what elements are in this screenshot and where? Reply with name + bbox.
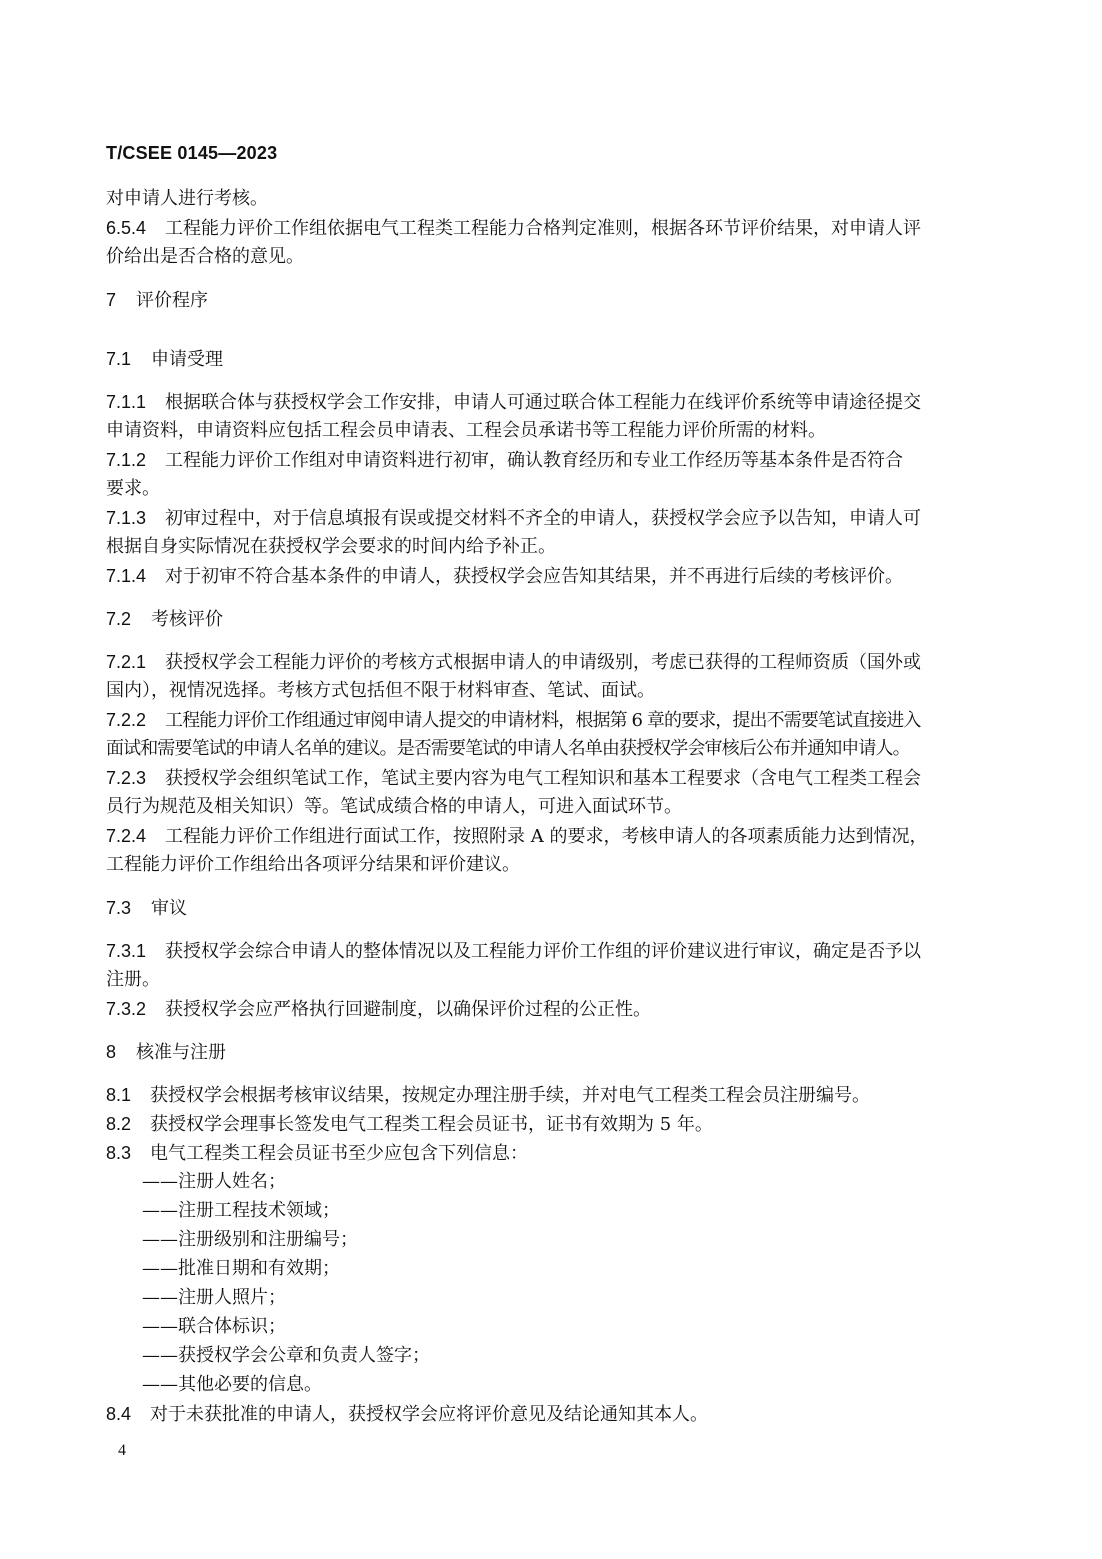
section-title: 考核评价 <box>151 609 223 630</box>
line-text: 申请资料，申请资料应包括工程会员申请表、工程会员承诺书等工程能力评价所需的材料。 <box>106 420 826 441</box>
subsection-heading-7-2 <box>106 607 986 632</box>
line-text: 获授权学会应严格执行回避制度，以确保评价过程的公正性。 <box>165 999 651 1020</box>
clause-7-2-3 <box>106 766 986 791</box>
line-text: 获授权学会根据考核审议结果，按规定办理注册手续，并对电气工程类工程会员注册编号。 <box>150 1085 870 1106</box>
line-text: 工程能力评价工作组给出各项评分结果和评价建议。 <box>106 854 520 875</box>
clause-7-2-4 <box>106 824 986 849</box>
clause-7-3-2 <box>106 997 986 1022</box>
line-text: ——联合体标识； <box>142 1316 286 1337</box>
paragraph-line <box>106 853 986 877</box>
clause-number: 8.3 <box>106 1143 132 1163</box>
clause-number: 8.2 <box>106 1114 132 1134</box>
line-text: 工程能力评价工作组进行面试工作，按照附录 A 的要求，考核申请人的各项素质能力达到情况， <box>165 826 928 847</box>
paragraph-line <box>106 795 986 819</box>
paragraph-line <box>106 535 986 559</box>
list-item <box>142 1373 1022 1397</box>
clause-7-3-1 <box>106 939 986 964</box>
line-text: 工程能力评价工作组通过审阅申请人提交的申请材料，根据第 6 章的要求，提出不需要笔试直接进入 <box>165 710 921 731</box>
clause-7-2-2 <box>106 708 986 733</box>
line-text: 面试和需要笔试的申请人名单的建议。是否需要笔试的申请人名单由获授权学会审核后公布并通知申请人。 <box>106 738 910 759</box>
line-text: ——获授权学会公章和负责人签字； <box>142 1345 430 1366</box>
line-text: ——批准日期和有效期； <box>142 1258 340 1279</box>
section-number: 7.2 <box>106 609 132 629</box>
line-text: 对申请人进行考核。 <box>106 188 268 209</box>
subsection-heading-7-3 <box>106 896 986 921</box>
paragraph-line <box>106 737 986 761</box>
line-text: 获授权学会组织笔试工作，笔试主要内容为电气工程知识和基本工程要求（含电气工程类工程会 <box>165 768 921 789</box>
section-title: 核准与注册 <box>136 1042 226 1063</box>
line-text: ——注册人姓名； <box>142 1171 286 1192</box>
clause-number: 6.5.4 <box>106 218 147 238</box>
line-text: 注册。 <box>106 969 160 990</box>
line-text: ——其他必要的信息。 <box>142 1374 322 1395</box>
clause-8-3 <box>106 1141 986 1166</box>
line-text: 根据自身实际情况在获授权学会要求的时间内给予补正。 <box>106 536 556 557</box>
line-text: 要求。 <box>106 478 160 499</box>
clause-number: 7.1.2 <box>106 450 147 470</box>
line-text: 工程能力评价工作组依据电气工程类工程能力合格判定准则，根据各环节评价结果，对申请人评 <box>165 218 921 239</box>
clause-number: 7.2.3 <box>106 768 147 788</box>
section-number: 8 <box>106 1042 117 1062</box>
clause-8-2 <box>106 1112 986 1137</box>
clause-number: 8.4 <box>106 1404 132 1424</box>
clause-8-1 <box>106 1083 986 1108</box>
clause-6-5-4 <box>106 216 986 241</box>
list-item <box>142 1315 1022 1339</box>
clause-8-4 <box>106 1402 986 1427</box>
line-text: ——注册级别和注册编号； <box>142 1229 358 1250</box>
section-number: 7.1 <box>106 349 132 369</box>
line-text: ——注册工程技术领域； <box>142 1200 340 1221</box>
line-text: 电气工程类工程会员证书至少应包含下列信息： <box>150 1143 528 1164</box>
clause-number: 7.3.2 <box>106 999 147 1019</box>
paragraph-line <box>106 679 986 703</box>
line-text: 对于初审不符合基本条件的申请人，获授权学会应告知其结果，并不再进行后续的考核评价。 <box>165 566 903 587</box>
paragraph-line <box>106 245 986 269</box>
line-text: 员行为规范及相关知识）等。笔试成绩合格的申请人，可进入面试环节。 <box>106 796 682 817</box>
paragraph-line <box>106 477 986 501</box>
line-text: 工程能力评价工作组对申请资料进行初审，确认教育经历和专业工作经历等基本条件是否符合 <box>165 450 903 471</box>
line-text: 获授权学会工程能力评价的考核方式根据申请人的申请级别，考虑已获得的工程师资质（国外或 <box>165 652 921 673</box>
line-text: 获授权学会综合申请人的整体情况以及工程能力评价工作组的评价建议进行审议，确定是否予以 <box>165 941 921 962</box>
clause-number: 7.3.1 <box>106 941 147 961</box>
line-text: ——注册人照片； <box>142 1287 286 1308</box>
paragraph-line <box>106 419 986 443</box>
list-item <box>142 1199 1022 1223</box>
clause-number: 7.2.4 <box>106 826 147 846</box>
standard-code: T/CSEE 0145—2023 <box>106 143 278 163</box>
list-item <box>142 1286 1022 1310</box>
clause-number: 7.1.1 <box>106 392 147 412</box>
section-title: 评价程序 <box>136 290 208 311</box>
clause-7-1-3 <box>106 506 986 531</box>
list-item <box>142 1344 1022 1368</box>
clause-number: 8.1 <box>106 1085 132 1105</box>
line-text: 价给出是否合格的意见。 <box>106 246 304 267</box>
line-text: 初审过程中，对于信息填报有误或提交材料不齐全的申请人，获授权学会应予以告知，申请人可 <box>165 508 921 529</box>
clause-number: 7.2.1 <box>106 652 147 672</box>
list-item <box>142 1228 1022 1252</box>
clause-number: 7.1.4 <box>106 566 147 586</box>
line-text: 根据联合体与获授权学会工作安排，申请人可通过联合体工程能力在线评价系统等申请途径提交 <box>165 392 921 413</box>
section-number: 7 <box>106 290 117 310</box>
line-text: 对于未获批准的申请人，获授权学会应将评价意见及结论通知其本人。 <box>150 1404 708 1425</box>
clause-7-2-1 <box>106 650 986 675</box>
section-number: 7.3 <box>106 898 132 918</box>
page-number: 4 <box>118 1442 126 1459</box>
list-item <box>142 1257 1022 1281</box>
list-item <box>142 1170 1022 1194</box>
paragraph-line <box>106 968 986 992</box>
subsection-heading-7-1 <box>106 347 986 372</box>
clause-number: 7.2.2 <box>106 710 147 730</box>
section-title: 审议 <box>151 898 187 919</box>
line-text: 获授权学会理事长签发电气工程类工程会员证书，证书有效期为 5 年。 <box>150 1114 713 1135</box>
section-heading-8 <box>106 1040 986 1065</box>
section-title: 申请受理 <box>151 349 223 370</box>
paragraph-line <box>106 187 986 211</box>
clause-number: 7.1.3 <box>106 508 147 528</box>
clause-7-1-4 <box>106 564 986 589</box>
line-text: 国内），视情况选择。考核方式包括但不限于材料审查、笔试、面试。 <box>106 680 655 701</box>
clause-7-1-2 <box>106 448 986 473</box>
clause-7-1-1 <box>106 390 986 415</box>
section-heading-7 <box>106 288 986 313</box>
